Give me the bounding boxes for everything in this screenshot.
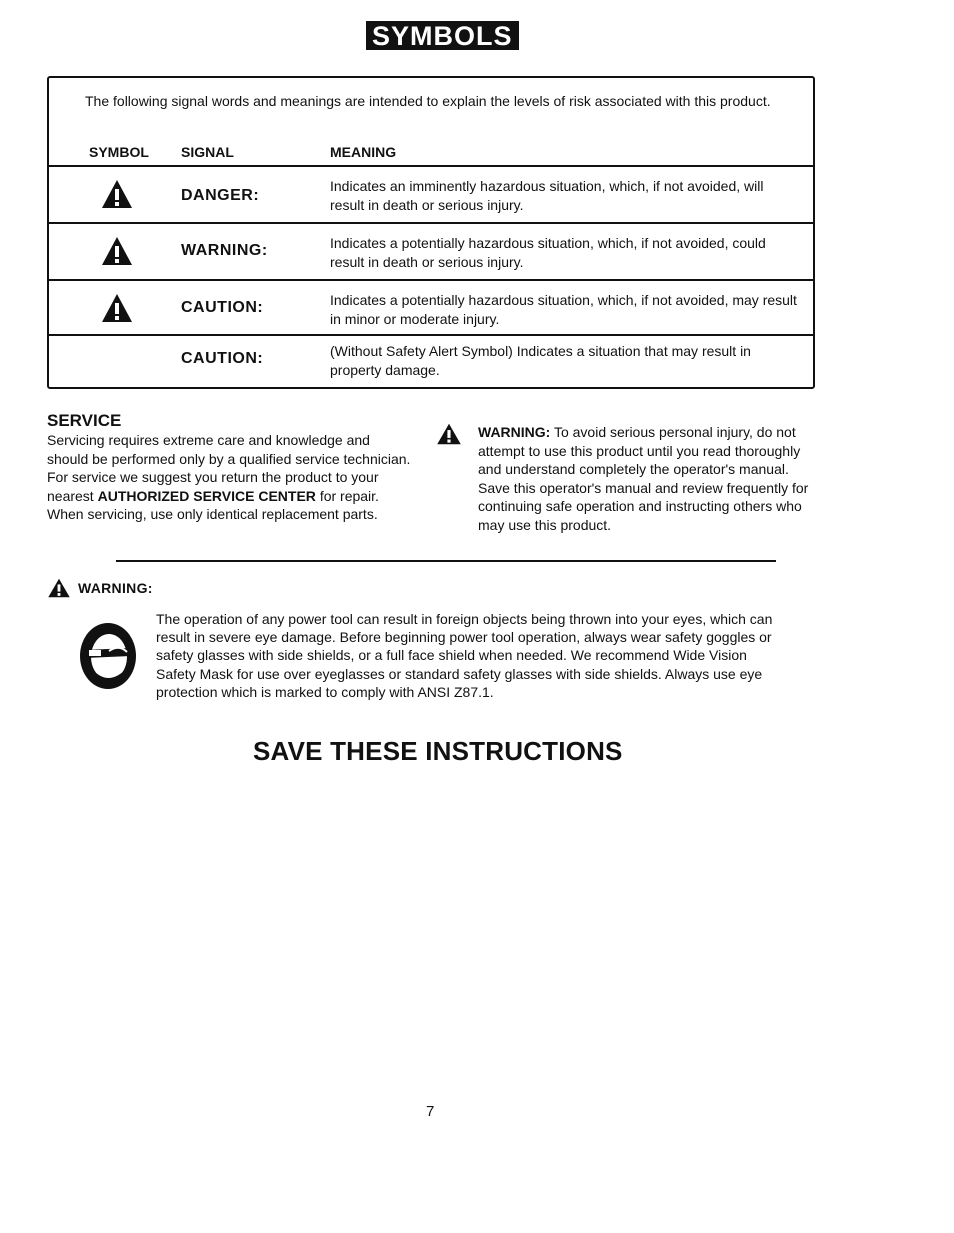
safety-alert-triangle-icon: [101, 236, 133, 266]
warning-label: WARNING:: [78, 580, 153, 596]
signal-meaning: Indicates a potentially hazardous situation, which, if not avoided, could result in death or serious injury.: [330, 235, 766, 270]
signal-word: CAUTION:: [181, 299, 264, 316]
symbols-table: [47, 76, 815, 389]
column-header-signal: SIGNAL: [181, 144, 234, 160]
signal-word: WARNING:: [181, 242, 268, 259]
signal-word: CAUTION:: [181, 350, 264, 367]
safety-mask-icon: [79, 622, 137, 690]
save-instructions-title: SAVE THESE INSTRUCTIONS: [253, 736, 623, 766]
manual-warning-text: WARNING: To avoid serious personal injury, do not attempt to use this product until you read thoroughly and understand completely the operator's manual. Save this operator's manual and review frequently for continuing safe operation and instructing others who may use this product.: [478, 424, 809, 533]
table-row: [49, 165, 813, 222]
section-divider: [116, 560, 776, 562]
signal-meaning: Indicates a potentially hazardous situation, which, if not avoided, may result in minor or moderate injury.: [330, 292, 797, 327]
signal-word: DANGER:: [181, 187, 260, 204]
eye-warning-text: The operation of any power tool can result in foreign objects being thrown into your eyes, which can result in severe eye damage. Before beginning power tool operation, always wear safety goggles or safety glasses with side shields, or a full face shield when needed. We recommend Wide Vision Safety Mask for use over eyeglasses or standard safety glasses with side shields. Always use eye protection which is marked to comply with ANSI Z87.1.: [156, 611, 773, 700]
signal-meaning: Indicates an imminently hazardous situation, which, if not avoided, will result in death or serious injury.: [330, 178, 764, 213]
safety-alert-triangle-icon: [101, 293, 133, 323]
service-section: [47, 411, 412, 524]
page-title: SYMBOLS: [366, 21, 519, 50]
column-header-meaning: MEANING: [330, 144, 397, 160]
safety-alert-triangle-icon: [436, 423, 462, 445]
service-text: Servicing requires extreme care and knowledge and should be performed only by a qualified service technician. For service we suggest you return the product to your nearest AUTHORIZED SERVICE CENTER for repair. When servicing, use only identical replacement parts.: [47, 432, 411, 522]
warning-label: WARNING:: [478, 424, 551, 440]
table-row: [49, 279, 813, 334]
page-number: 7: [426, 1103, 435, 1120]
service-title: SERVICE: [47, 411, 122, 430]
table-row: [49, 222, 813, 279]
symbols-intro: The following signal words and meanings are intended to explain the levels of risk associated with this product.: [85, 93, 771, 109]
service-center-emphasis: AUTHORIZED SERVICE CENTER: [97, 487, 316, 504]
column-header-symbol: SYMBOL: [89, 144, 149, 160]
safety-alert-triangle-icon: [47, 578, 71, 598]
safety-alert-triangle-icon: [101, 179, 133, 209]
signal-meaning: (Without Safety Alert Symbol) Indicates a situation that may result in property damage.: [330, 343, 751, 378]
table-row: [49, 334, 813, 387]
